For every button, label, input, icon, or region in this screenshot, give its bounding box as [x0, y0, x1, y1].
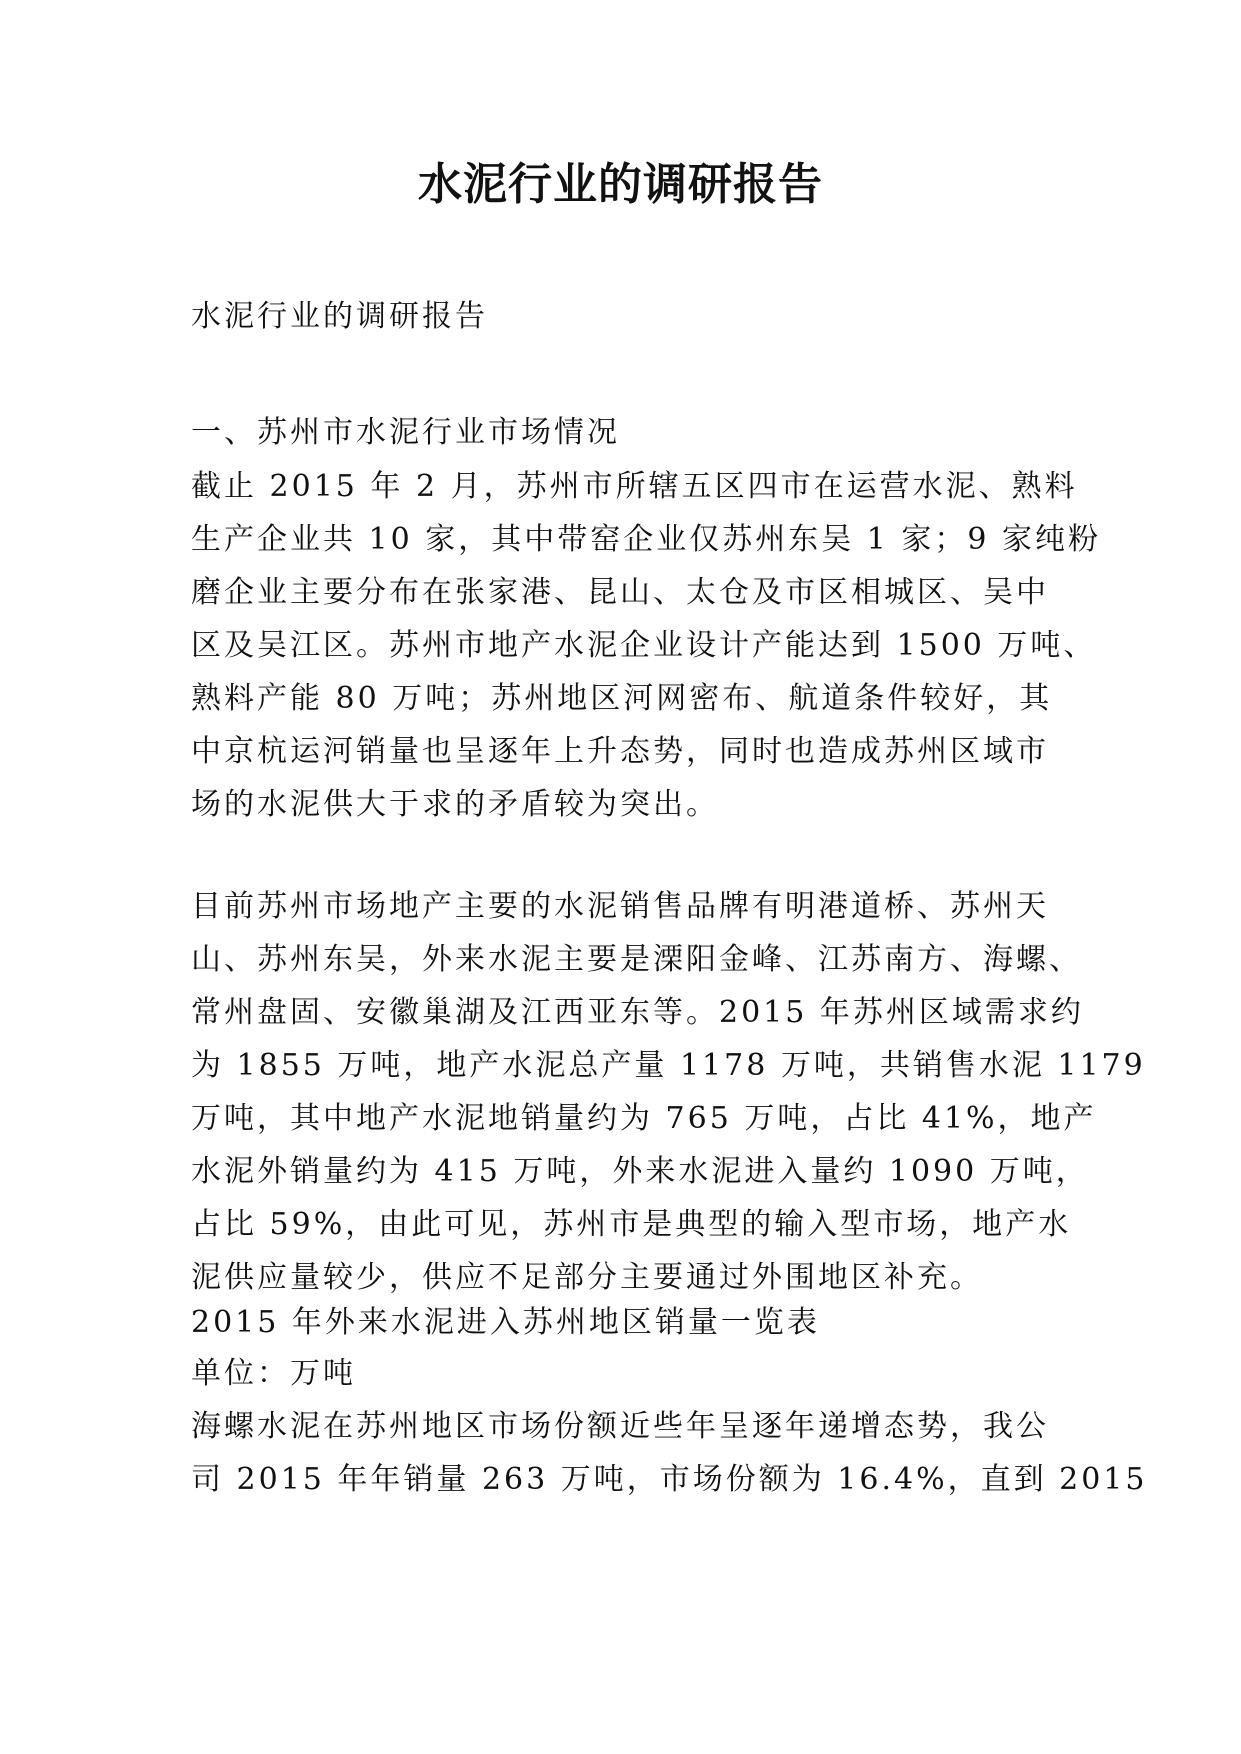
paragraph-line: 为 1855 万吨，地产水泥总产量 1178 万吨，共销售水泥 1179 — [191, 1048, 1146, 1083]
paragraph-line: 熟料产能 80 万吨；苏州地区河网密布、航道条件较好，其 — [191, 681, 1053, 716]
paragraph-line: 泥供应量较少，供应不足部分主要通过外围地区补充。 — [191, 1260, 983, 1295]
paragraph-line: 磨企业主要分布在张家港、昆山、太仓及市区相城区、吴中 — [191, 575, 1049, 610]
paragraph-line: 万吨，其中地产水泥地销量约为 765 万吨，占比 41%，地产 — [191, 1101, 1097, 1136]
paragraph-line: 区及吴江区。苏州市地产水泥企业设计产能达到 1500 万吨、 — [191, 628, 1097, 663]
paragraph-line: 中京杭运河销量也呈逐年上升态势，同时也造成苏州区域市 — [191, 734, 1049, 769]
paragraph-line: 常州盘固、安徽巢湖及江西亚东等。2015 年苏州区域需求约 — [191, 995, 1084, 1030]
section-heading: 一、苏州市水泥行业市场情况 — [191, 415, 620, 450]
paragraph-line: 司 2015 年年销量 263 万吨，市场份额为 16.4%，直到 2015 — [191, 1462, 1148, 1497]
paragraph-line: 目前苏州市场地产主要的水泥销售品牌有明港道桥、苏州天 — [191, 889, 1049, 924]
paragraph-line: 水泥外销量约为 415 万吨，外来水泥进入量约 1090 万吨， — [191, 1154, 1089, 1189]
paragraph-line: 场的水泥供大于求的矛盾较为突出。 — [191, 787, 719, 822]
paragraph-line: 山、苏州东吴，外来水泥主要是溧阳金峰、江苏南方、海螺、 — [191, 942, 1082, 977]
paragraph-1 — [191, 460, 1102, 831]
paragraph-3 — [191, 1400, 1148, 1506]
paragraph-line: 截止 2015 年 2 月，苏州市所辖五区四市在运营水泥、熟料 — [191, 469, 1078, 504]
unit-label: 单位：万吨 — [191, 1356, 356, 1391]
paragraph-line: 海螺水泥在苏州地区市场份额近些年呈逐年递增态势，我公 — [191, 1409, 1049, 1444]
document-title: 水泥行业的调研报告 — [418, 159, 823, 210]
table-caption: 2015 年外来水泥进入苏州地区销量一览表 — [191, 1305, 820, 1340]
paragraph-2 — [191, 880, 1146, 1304]
document-subtitle: 水泥行业的调研报告 — [191, 299, 488, 334]
paragraph-line: 生产企业共 10 家，其中带窑企业仅苏州东吴 1 家；9 家纯粉 — [191, 522, 1102, 557]
paragraph-line: 占比 59%，由此可见，苏州市是典型的输入型市场，地产水 — [191, 1207, 1072, 1242]
